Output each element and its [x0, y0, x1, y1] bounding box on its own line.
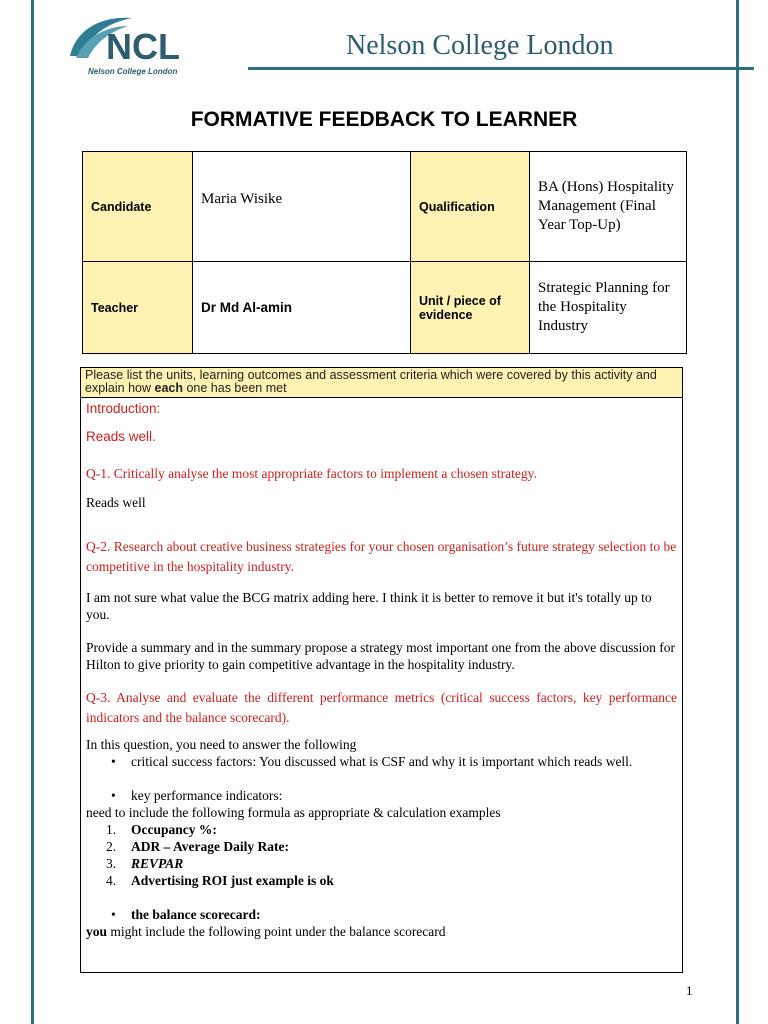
college-name: Nelson College London	[346, 30, 614, 61]
left-border-line	[31, 0, 34, 1024]
ncl-logo	[66, 12, 222, 78]
teacher-value: Dr Md Al-amin	[193, 262, 411, 354]
question-2-comment-1: I am not sure what value the BCG matrix adding here. I think it is better to remove it but it's totally up to you.	[86, 590, 652, 622]
teacher-label: Teacher	[83, 262, 193, 354]
header-rule	[248, 67, 754, 70]
candidate-label: Candidate	[83, 152, 193, 262]
bsc-note: you might include the following point under the balance scorecard	[86, 924, 446, 939]
feedback-body	[81, 398, 682, 940]
metrics-list-csf	[86, 753, 677, 770]
learner-info-table	[82, 151, 687, 354]
intro-comment: Reads well.	[86, 429, 156, 444]
logo-subtext: Nelson College London	[88, 67, 178, 76]
question-2: Q-2. Research about creative business strategies for your chosen organisation’s future strategy selection to be competitive in the hospitality industry.	[86, 539, 677, 574]
right-border-line	[736, 0, 739, 1024]
question-2-comment-2: Provide a summary and in the summary propose a strategy most important one from the above discussion for Hilton to give priority to gain competitive advantage in the hospitality industry.	[86, 640, 676, 672]
list-item: • critical success factors: You discussed what is CSF and why it is important which reads well.	[131, 753, 677, 770]
qualification-value: BA (Hons) Hospitality Management (Final Year Top-Up)	[530, 152, 687, 262]
metrics-list-kpi	[86, 787, 677, 804]
question-3: Q-3. Analyse and evaluate the different performance metrics (critical success factors, key performance indicators and the balance scorecard).	[86, 690, 677, 725]
unit-label: Unit / piece of evidence	[411, 262, 530, 354]
document-title: FORMATIVE FEEDBACK TO LEARNER	[190, 108, 578, 131]
intro-heading: Introduction:	[86, 401, 161, 416]
list-item: 3. REVPAR	[106, 856, 184, 871]
list-item: • the balance scorecard:	[131, 906, 677, 923]
table-row	[83, 262, 687, 354]
candidate-value: Maria Wisike	[193, 152, 411, 262]
feedback-box	[80, 367, 683, 973]
kpi-note: need to include the following formula as appropriate & calculation examples	[86, 805, 501, 820]
list-item: 2. ADR – Average Daily Rate:	[106, 839, 289, 854]
table-row	[83, 152, 687, 262]
qualification-label: Qualification	[411, 152, 530, 262]
logo-text: NCL	[106, 26, 180, 67]
question-1-comment: Reads well	[86, 495, 146, 510]
unit-value: Strategic Planning for the Hospitality Industry	[530, 262, 687, 354]
metrics-list-bsc	[86, 906, 677, 923]
list-item: • key performance indicators:	[131, 787, 677, 804]
question-1: Q-1. Critically analyse the most appropriate factors to implement a chosen strategy.	[86, 466, 537, 481]
page-number: 1	[686, 983, 693, 998]
kpi-formula-list	[86, 821, 677, 889]
list-item: 1. Occupancy %:	[106, 822, 217, 837]
list-item: 4. Advertising ROI just example is ok	[106, 873, 334, 888]
question-3-intro: In this question, you need to answer the following	[86, 737, 357, 752]
feedback-instructions: Please list the units, learning outcomes and assessment criteria which were covered by this activity and explain how each one has been met	[81, 368, 682, 398]
